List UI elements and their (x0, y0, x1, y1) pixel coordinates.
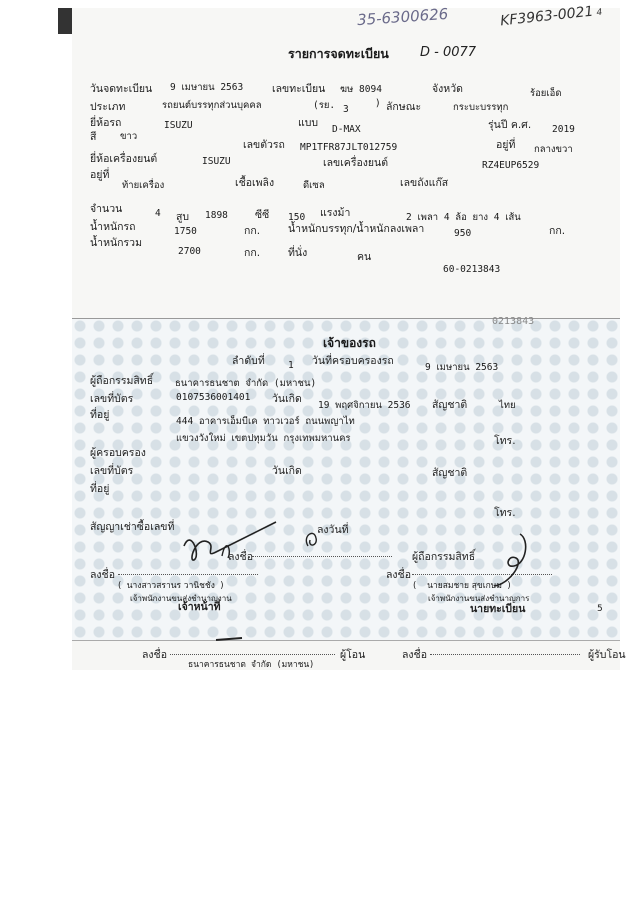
handwritten-code-3: D - 0077 (420, 45, 477, 60)
ry-value: 3 (343, 104, 349, 115)
officer-sign-label: ลงชื่อ (90, 569, 115, 581)
scan-edge (58, 8, 72, 34)
engine-brand-label: ยี่ห้อเครื่องยนต์ (90, 153, 158, 165)
chassis-location-value: กลางขวา (534, 144, 573, 155)
registrar-sign-label: ลงชื่อ (386, 569, 411, 581)
province-value: ร้อยเอ็ด (530, 88, 562, 99)
possessor-address-label: ที่อยู่ (90, 483, 110, 495)
page-title: รายการจดทะเบียน (288, 46, 389, 61)
transferor-name: ธนาคารธนชาต จำกัด (มหาชน) (188, 660, 315, 670)
registrar-title: นายทะเบียน (470, 603, 526, 615)
type-value: รถยนต์บรรทุกส่วนบุคคล (162, 100, 262, 111)
gross-weight-value: 2700 (178, 246, 201, 257)
color-value: ขาว (120, 131, 138, 142)
handwritten-code-1: 35-6300626 (356, 4, 449, 30)
address-label: ที่อยู่ (90, 409, 110, 421)
weight-value: 1750 (174, 226, 197, 237)
fuel-label: เชื้อเพลิง (235, 177, 275, 189)
possession-date-label: วันที่ครอบครองรถ (312, 355, 394, 367)
nationality-label: สัญชาติ (432, 399, 468, 411)
seat-unit: คน (357, 251, 372, 263)
brand-value: ISUZU (164, 120, 193, 131)
card-number-label: เลขที่บัตร (90, 393, 134, 405)
ry-label: (รย. (313, 100, 336, 111)
load-value: 950 (454, 228, 472, 239)
type-label: ประเภท (90, 101, 126, 113)
gross-weight-label: น้ำหนักรวม (90, 237, 142, 249)
reg-date-value: 9 เมษายน 2563 (170, 82, 244, 93)
plate-label: เลขทะเบียน (272, 83, 326, 95)
transferor-sign-line (170, 654, 335, 655)
possessor-nationality-label: สัญชาติ (432, 467, 468, 479)
cylinder-label: จำนวน (90, 203, 123, 215)
engine-brand-value: ISUZU (202, 156, 231, 167)
owner-sign-line (252, 556, 392, 557)
style-value: กระบะบรรทุก (453, 102, 509, 113)
transferor-sign-label: ลงชื่อ (142, 649, 167, 661)
birth-date-value: 19 พฤศจิกายน 2536 (318, 400, 411, 411)
color-label: สี (90, 131, 97, 143)
handwritten-code-2: KF3963-0021 4 (499, 3, 603, 30)
holder-label: ผู้ถือกรรมสิทธิ์ (90, 375, 154, 387)
seat-label: ที่นั่ง (288, 247, 308, 259)
cc-unit: ซีซี (255, 209, 270, 221)
possession-date-value: 9 เมษายน 2563 (425, 362, 499, 373)
engine-location-label: อยู่ที่ (90, 169, 110, 181)
chassis-value: MP1TFR87JLT012759 (300, 142, 398, 153)
holder-sign-label: ผู้ถือกรรมสิทธิ์ (412, 551, 476, 563)
weight-unit: กก. (244, 225, 261, 237)
officer-name: ( นางสาวสรานร วานิชชัง ) (118, 581, 224, 591)
fuel-value: ดีเซล (303, 180, 325, 191)
cc-value: 1898 (205, 210, 228, 221)
transferee-sign-line (430, 654, 580, 655)
possessor-birth-label: วันเกิด (272, 465, 302, 477)
fold-line-bottom (72, 640, 620, 641)
hp-value: 150 (288, 212, 306, 223)
year-value: 2019 (552, 124, 575, 135)
address-line-1: 444 อาคารเอ็มบีเค ทาวเวอร์ ถนนพญาไท (176, 416, 355, 427)
phone-label: โทร. (494, 435, 516, 447)
transferor-label: ผู้โอน (340, 649, 366, 661)
ry-close: ) (375, 98, 381, 109)
officer-position: เจ้าพนักงานขนส่งชำนาญงาน (130, 594, 232, 603)
holder-value: ธนาคารธนชาต จำกัด (มหาชน) (175, 378, 317, 389)
registrar-name: ( นายสมชาย สุขเกษม ) (413, 581, 511, 591)
weight-label: น้ำหนักรถ (90, 221, 136, 233)
officer-title: เจ้าหน้าที่ (178, 601, 221, 613)
lease-contract-label: สัญญาเช่าซื้อเลขที่ (90, 521, 175, 533)
engine-number-label: เลขเครื่องยนต์ (323, 157, 389, 169)
page-number: 5 (597, 604, 603, 614)
year-label: รุ่นปี ค.ศ. (488, 119, 532, 131)
chassis-location-label: อยู่ที่ (496, 139, 516, 151)
birth-date-label: วันเกิด (272, 393, 302, 405)
document-number: 60-0213843 (443, 264, 501, 275)
model-label: แบบ (298, 117, 319, 129)
officer-sign-line (118, 574, 258, 575)
possessor-card-label: เลขที่บัตร (90, 465, 134, 477)
model-value: D-MAX (332, 124, 361, 135)
load-label: น้ำหนักบรรทุก/น้ำหนักลงเพลา (288, 223, 425, 235)
engine-number-value: RZ4EUP6529 (482, 160, 540, 171)
registrar-position: เจ้าพนักงานขนส่งชำนาญการ (428, 594, 530, 603)
transferee-sign-label: ลงชื่อ (402, 649, 427, 661)
sequence-label: ลำดับที่ (232, 355, 265, 367)
engine-location-value: ท้ายเครื่อง (122, 180, 165, 191)
nationality-value: ไทย (499, 400, 516, 411)
sequence-value: 1 (288, 360, 294, 371)
card-number-value: 0107536001401 (176, 392, 251, 403)
cylinder-unit: สูบ (176, 211, 190, 223)
hp-unit: แรงม้า (320, 207, 351, 219)
province-label: จังหวัด (432, 83, 463, 95)
load-unit: กก. (549, 225, 566, 237)
chassis-label: เลขตัวรถ (243, 139, 285, 151)
registrar-sign-line (412, 574, 552, 575)
axle-value: 2 เพลา 4 ล้อ ยาง 4 เส้น (406, 212, 521, 223)
lease-date-label: ลงวันที่ (317, 524, 349, 536)
plate-value: ฆษ 8094 (340, 84, 382, 95)
possessor-phone-label: โทร. (494, 507, 516, 519)
style-label: ลักษณะ (386, 101, 422, 113)
gas-tank-label: เลขถังแก๊ส (400, 177, 449, 189)
address-line-2: แขวงวังใหม่ เขตปทุมวัน กรุงเทพมหานคร (176, 433, 351, 444)
transferee-label: ผู้รับโอน (588, 649, 626, 661)
brand-label: ยี่ห้อรถ (90, 117, 122, 129)
reg-date-label: วันจดทะเบียน (90, 83, 153, 95)
owner-sign-label: ลงชื่อ (228, 551, 253, 563)
fold-line (72, 318, 620, 319)
document-number-faint: 0213843 (492, 316, 535, 327)
possessor-label: ผู้ครอบครอง (90, 447, 146, 459)
cylinder-value: 4 (155, 208, 161, 219)
gross-weight-unit: กก. (244, 247, 261, 259)
owner-section-title: เจ้าของรถ (323, 336, 376, 350)
